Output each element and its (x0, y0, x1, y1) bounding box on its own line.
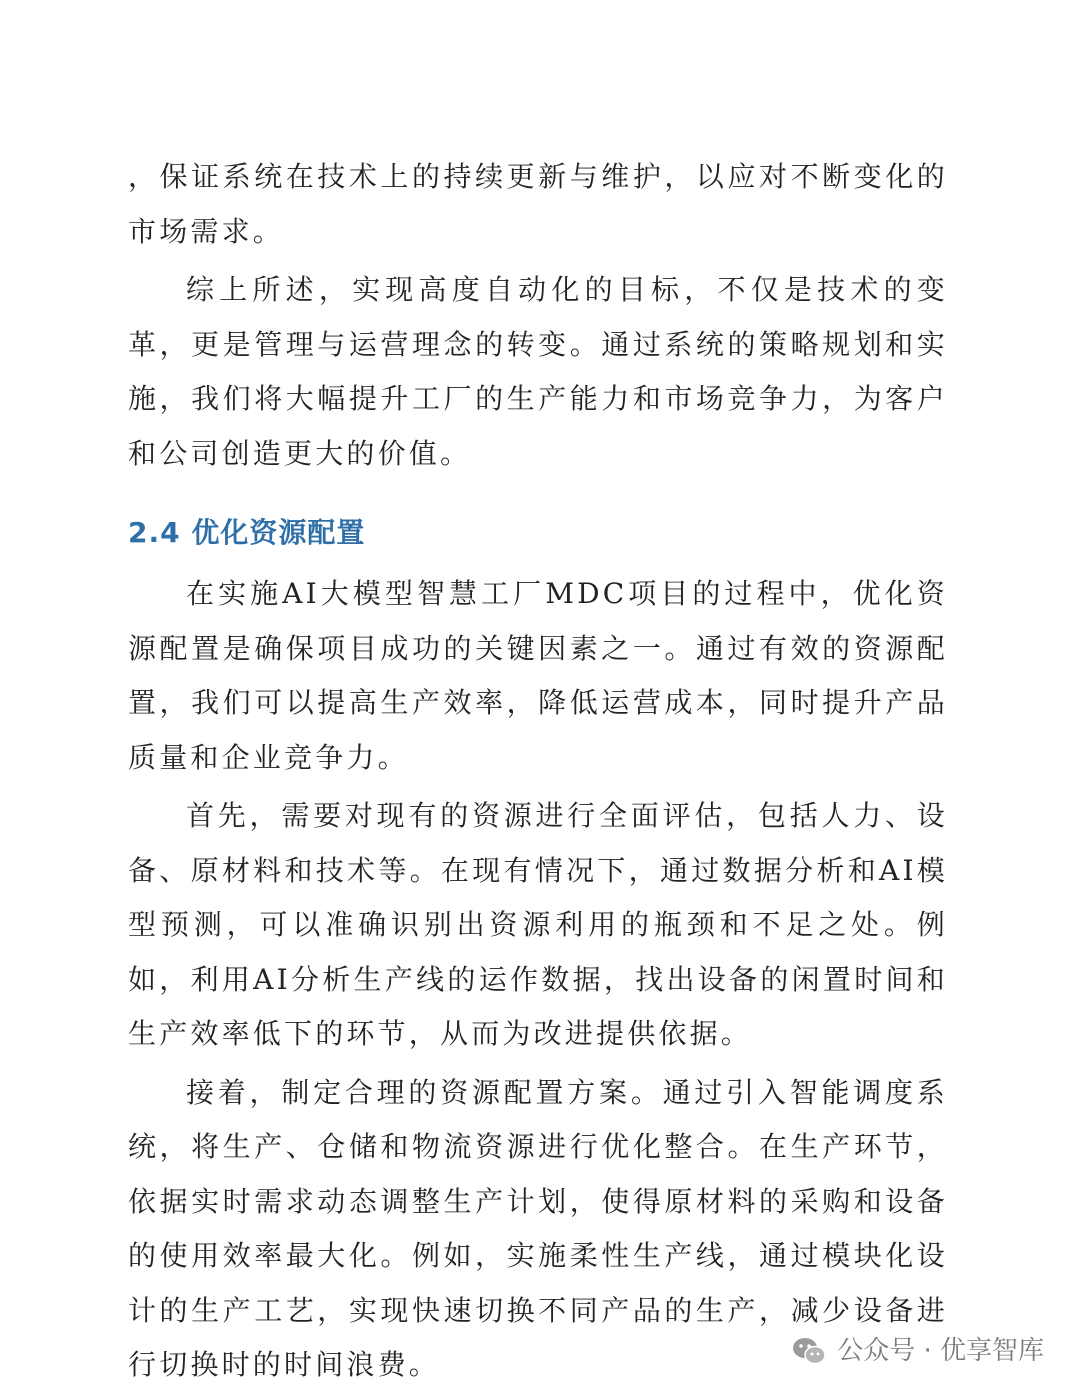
paragraph-intro: 在实施AI大模型智慧工厂MDC项目的过程中，优化资源配置是确保项目成功的关键因素之一。通过有效的资源配置，我们可以提高生产效率，降低运营成本，同时提升产品质量和企业竞争力。 (128, 577, 948, 774)
watermark-text: 公众号 · 优享智库 (837, 1336, 1044, 1366)
paragraph-continuation: ，保证系统在技术上的持续更新与维护，以应对不断变化的市场需求。 (128, 160, 948, 248)
wechat-icon (791, 1335, 827, 1367)
paragraph-summary: 综上所述，实现高度自动化的目标，不仅是技术的变革，更是管理与运营理念的转变。通过系统的策略规划和实施，我们将大幅提升工厂的生产能力和市场竞争力，为客户和公司创造更大的价值。 (128, 273, 948, 470)
watermark (791, 1333, 1044, 1369)
section-heading: 2.4 优化资源配置 (128, 516, 366, 549)
paragraph-evaluation: 首先，需要对现有的资源进行全面评估，包括人力、设备、原材料和技术等。在现有情况下，通过数据分析和AI模型预测，可以准确识别出资源利用的瓶颈和不足之处。例如，利用AI分析生产线的运作数据，找出设备的闲置时间和生产效率低下的环节，从而为改进提供依据。 (128, 799, 948, 1050)
document-body (128, 150, 948, 1393)
paragraph-allocation-plan: 接着，制定合理的资源配置方案。通过引入智能调度系统，将生产、仓储和物流资源进行优化整合。在生产环节，依据实时需求动态调整生产计划，使得原材料的采购和设备的使用效率最大化。例如，实施柔性生产线，通过模块化设计的生产工艺，实现快速切换不同产品的生产，减少设备进行切换时的时间浪费。 (128, 1075, 948, 1381)
